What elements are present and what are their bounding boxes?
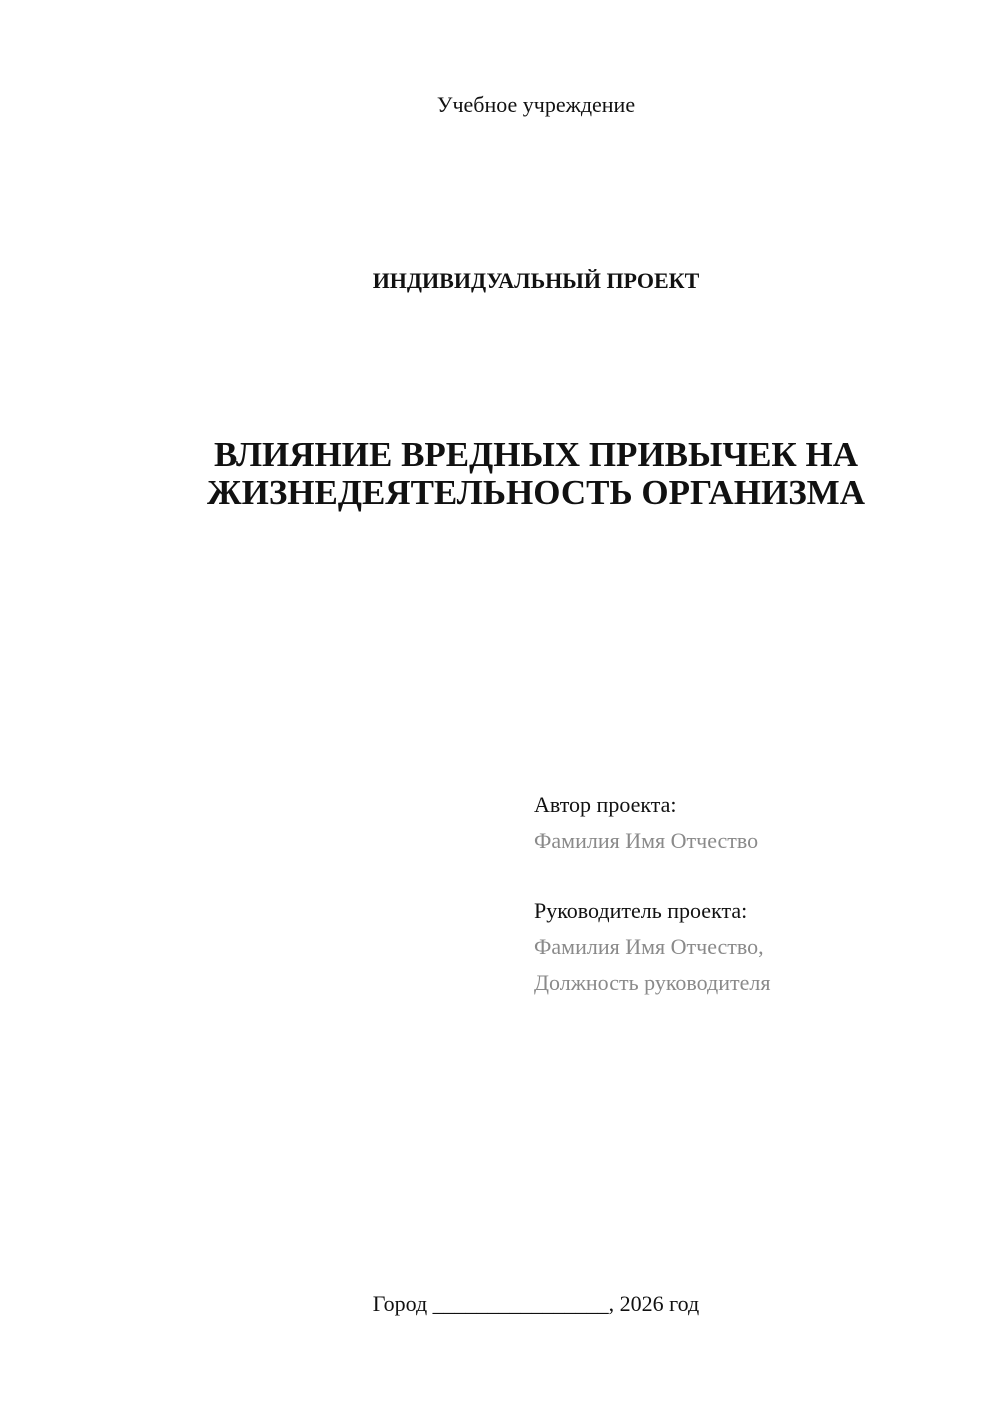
credits-block [534, 787, 974, 1001]
supervisor-name: Фамилия Имя Отчество, [534, 934, 764, 959]
supervisor-label: Руководитель проекта: [534, 898, 748, 923]
project-title-line-2: ЖИЗНЕДЕЯТЕЛЬНОСТЬ ОРГАНИЗМА [207, 473, 865, 512]
project-title-line-1: ВЛИЯНИЕ ВРЕДНЫХ ПРИВЫЧЕК НА [213, 435, 859, 474]
supervisor-position: Должность руководителя [534, 970, 771, 995]
institution-name: Учебное учреждение [436, 92, 636, 117]
city-year-line: Город ________________, 2026 год [372, 1291, 700, 1316]
credits-spacer [534, 859, 974, 893]
document-type: ИНДИВИДУАЛЬНЫЙ ПРОЕКТ [372, 268, 700, 293]
project-title [0, 436, 1000, 512]
author-name: Фамилия Имя Отчество [534, 828, 759, 853]
author-label: Автор проекта: [534, 792, 677, 817]
